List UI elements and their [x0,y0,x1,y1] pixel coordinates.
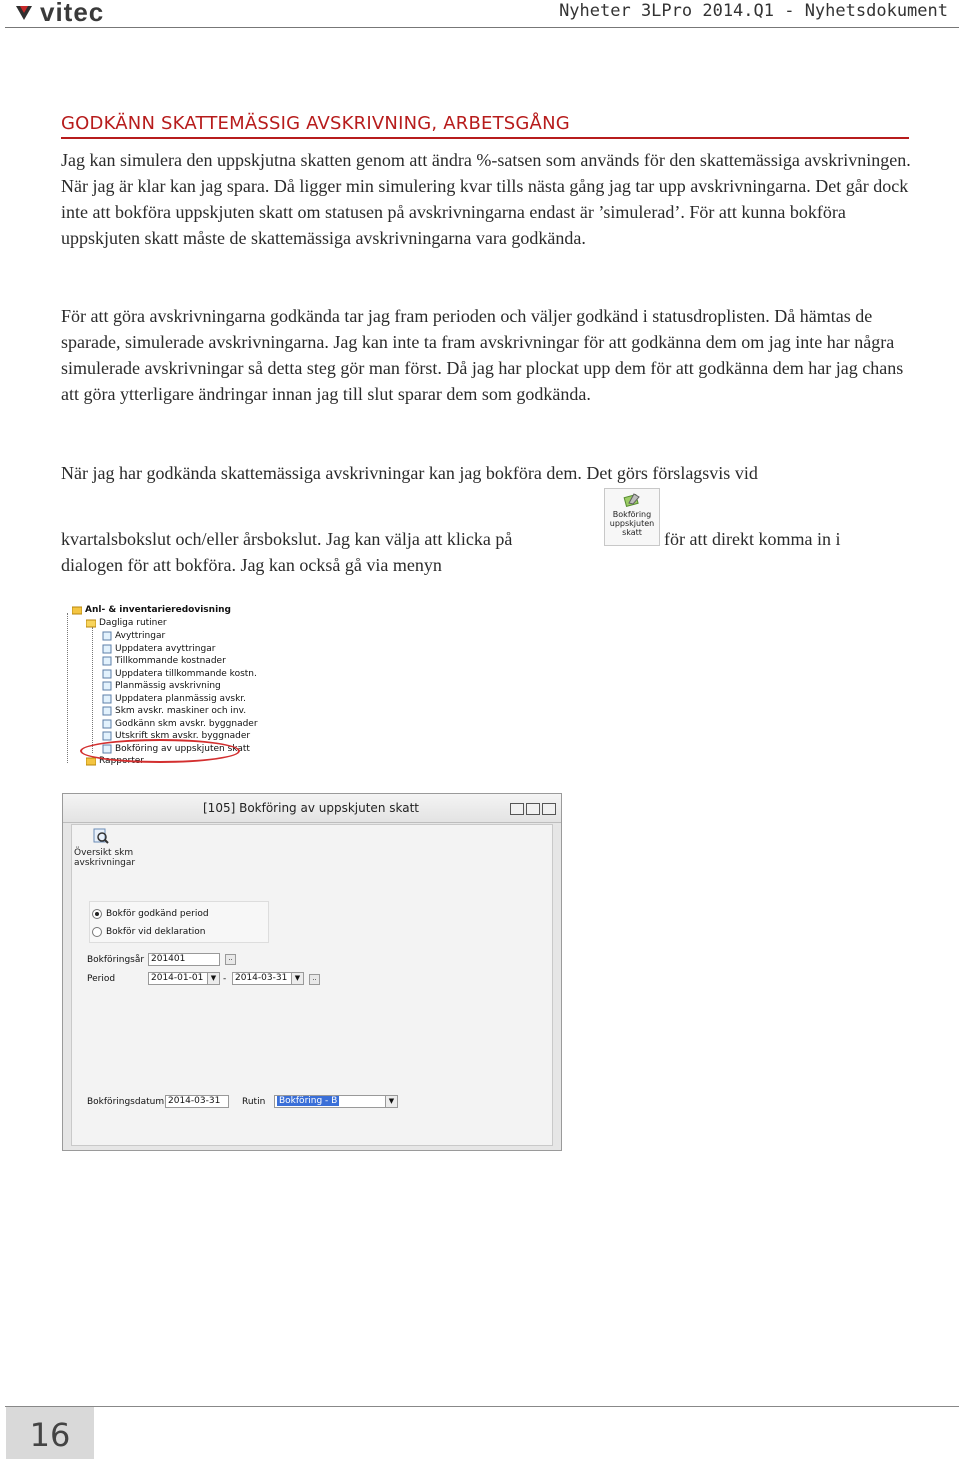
tree-folder-label: Rapporter [99,756,144,766]
tree-item-label: Uppdatera avyttringar [115,643,216,654]
paragraph-1: Jag kan simulera den uppskjutna skatten genom att ändra %-satsen som används för den skattemässiga avskrivningen. När jag är klar kan jag spara. Då ligger min simulering kvar tills nästa gång jag tar upp avskrivningarna. Det går dock inte att bokföra uppskjuten skatt om statusen på avskrivningarna endast är ’simulerad’. För att kunna bokföra uppskjuten skatt måste de skattemässiga avskrivningarna vara godkända. [61,150,911,248]
tree-item-label: Tillkommande kostnader [115,656,226,666]
vitec-logo [14,0,105,27]
rutin-label: Rutin [242,1097,266,1107]
tree-item[interactable] [102,630,165,642]
tree-folder-dagliga-rutiner[interactable] [86,617,167,629]
chevron-down-icon[interactable]: ▼ [207,973,219,984]
rutin-select[interactable] [274,1095,398,1108]
radio-button[interactable] [92,909,102,919]
section-rule [61,137,909,139]
oversikt-skm-avskrivningar-button[interactable] [74,827,140,881]
highlight-circle [80,739,240,763]
radio-bokfor-vid-deklaration[interactable] [92,927,205,937]
maximize-button[interactable] [526,803,540,815]
tree-line [92,627,93,753]
tool-label-line-1: Översikt skm [74,848,134,858]
paragraph-2: För att göra avskrivningarna godkända tar jag fram perioden och väljer godkänd i statusdroplisten. Då hämtas de sparade, simulerade avskrivningarna. Jag kan inte ta fram avskrivningar för att godkänna dem om jag inte har några simulerade avskrivningar så detta steg gör man först. Då jag har plockat upp dem för att godkänna dem har jag chans att göra ytterligare ändringar innan jag till slut sparar dem som godkända. [61,306,904,404]
routine-icon [102,731,112,741]
period-from-value: 2014-01-01 [151,973,204,983]
page-number: 16 [29,1416,71,1454]
period-label: Period [87,974,116,984]
bokforingsar-label: Bokföringsår [87,955,145,965]
page-number-box [6,1407,94,1459]
paragraph-3-line-3: dialogen för att bokföra. Jag kan också gå via menyn [61,555,442,575]
radio-button[interactable] [92,927,102,937]
tree-item-label: Avyttringar [115,631,166,641]
radio-bokfor-godkand-period[interactable] [92,909,209,919]
routine-icon [102,644,112,654]
bokforingsdatum-input[interactable]: 2014-03-31 [165,1095,229,1108]
tree-item-label: Utskrift skm avskr. byggnader [115,731,251,741]
paragraph-3-line-2b: för att direkt komma in i [664,529,841,549]
routine-icon [102,706,112,716]
tree-item-label: Skm avskr. maskiner och inv. [115,706,247,716]
footer-divider [5,1406,959,1407]
tree-item[interactable] [102,655,226,667]
tree-item-label: Planmässig avskrivning [115,681,221,691]
tree-item[interactable] [102,693,246,705]
tool-label-line-2: avskrivningar [74,858,136,868]
tree-item[interactable] [102,680,221,692]
tree-folder-label: Dagliga rutiner [99,618,167,628]
period-to-select[interactable] [232,972,304,985]
tree-item[interactable] [102,668,257,680]
tree-item-label: Bokföring av uppskjuten skatt [115,743,250,754]
routine-icon [102,669,112,679]
routine-icon [102,681,112,691]
tree-item[interactable] [102,643,215,655]
dialog-title: [105] Bokföring av uppskjuten skatt [203,801,419,815]
dialog-titlebar [63,794,561,823]
routine-icon [102,719,112,729]
period-to-value: 2014-03-31 [235,973,288,983]
button-label-line-2: uppskjuten [609,519,655,528]
tree-item[interactable] [102,718,258,730]
tree-item-label: Uppdatera tillkommande kostn. [115,668,257,679]
logo-text: vitec [40,0,105,27]
chevron-down-icon[interactable]: ▼ [291,973,303,984]
radio-label: Bokför godkänd period [106,909,209,919]
routine-icon [102,694,112,704]
close-button[interactable] [542,803,556,815]
bokforingsar-lookup-button[interactable]: .. [225,954,236,965]
paragraph-3: När jag har godkända skattemässiga avskrivningar kan jag bokföra dem. Det görs förslagsvis vid [61,463,758,483]
search-icon [92,827,110,845]
logo-mark-icon [14,2,34,22]
bokforing-dialog [62,793,562,1151]
folder-icon [72,605,82,615]
radio-label: Bokför vid deklaration [106,927,206,937]
paragraph-3-line-2a: kvartalsbokslut och/eller årsbokslut. Jag kan välja att klicka på [61,529,513,549]
period-lookup-button[interactable]: .. [309,974,320,985]
document-title: Nyheter 3LPro 2014.Q1 - Nyhetsdokument [559,1,948,21]
bokforing-uppskjuten-skatt-button[interactable] [604,488,660,546]
tree-line [67,613,68,763]
bokforingsar-input[interactable]: 201401 [148,953,220,966]
section-title: GODKÄNN SKATTEMÄSSIG AVSKRIVNING, ARBETSGÅNG [61,113,570,134]
tree-root-label: Anl- & inventarieredovisning [85,605,231,615]
header-divider [5,27,959,28]
tree-item-label: Uppdatera planmässig avskr. [115,693,247,704]
tree-item[interactable] [102,705,246,717]
bookkeeping-icon [605,492,659,510]
dialog-body [71,824,553,1146]
tree-root[interactable] [72,604,231,616]
period-from-select[interactable] [148,972,220,985]
bokforingsdatum-label: Bokföringsdatum [87,1097,165,1107]
button-label-line-1: Bokföring [612,510,652,519]
page-header [0,0,960,28]
minimize-button[interactable] [510,803,524,815]
routine-icon [102,656,112,666]
tree-item-label: Godkänn skm avskr. byggnader [115,718,258,729]
button-label-line-3: skatt [622,528,642,537]
routine-icon [102,631,112,641]
open-folder-icon [86,618,96,628]
period-separator: - [223,974,227,984]
rutin-value: Bokföring - B [279,1096,338,1106]
chevron-down-icon[interactable]: ▼ [385,1096,397,1107]
